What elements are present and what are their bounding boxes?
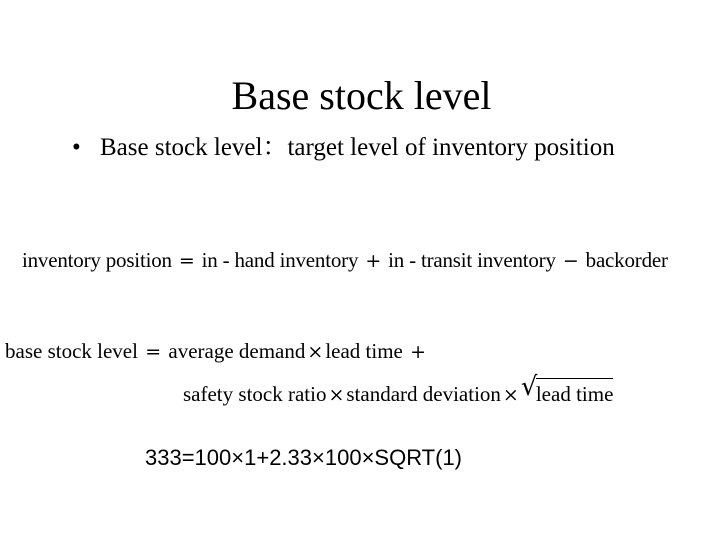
- eq2-plus: +: [410, 341, 427, 363]
- eq2-term-average-demand: average demand: [168, 339, 306, 363]
- base-stock-equation-line2: [183, 372, 614, 409]
- eq1-term-on-hand: in - hand inventory: [201, 248, 359, 272]
- eq2-lhs: base stock level: [5, 339, 138, 363]
- sqrt-argument: lead time: [536, 378, 614, 408]
- eq1-minus: −: [562, 250, 579, 272]
- eq2-term-standard-deviation: standard deviation: [346, 382, 501, 406]
- bullet-item: [72, 131, 615, 165]
- eq1-equals: =: [178, 250, 195, 272]
- eq1-plus: +: [365, 250, 382, 272]
- eq1-term-backorder: backorder: [585, 248, 668, 272]
- eq2-term-lead-time: lead time: [325, 339, 403, 363]
- eq1-lhs: inventory position: [22, 248, 172, 272]
- eq1-term-in-transit: in - transit inventory: [388, 248, 556, 272]
- slide-title: Base stock level: [231, 73, 492, 118]
- eq2-times-3: ×: [502, 384, 519, 406]
- eq2-equals: =: [145, 341, 162, 363]
- bullet-marker: •: [72, 134, 81, 161]
- inventory-position-equation: [22, 246, 668, 275]
- eq2-term-safety-stock-ratio: safety stock ratio: [183, 382, 327, 406]
- sqrt-icon: √: [520, 372, 538, 402]
- base-stock-equation-line1: [5, 337, 428, 366]
- eq2-times-2: ×: [328, 384, 345, 406]
- eq2-times-1: ×: [307, 341, 324, 363]
- numeric-example: 333=100×1+2.33×100×SQRT(1): [145, 445, 463, 470]
- bullet-text: Base stock level：target level of inventory position: [100, 134, 615, 161]
- sqrt-expression: [520, 372, 614, 408]
